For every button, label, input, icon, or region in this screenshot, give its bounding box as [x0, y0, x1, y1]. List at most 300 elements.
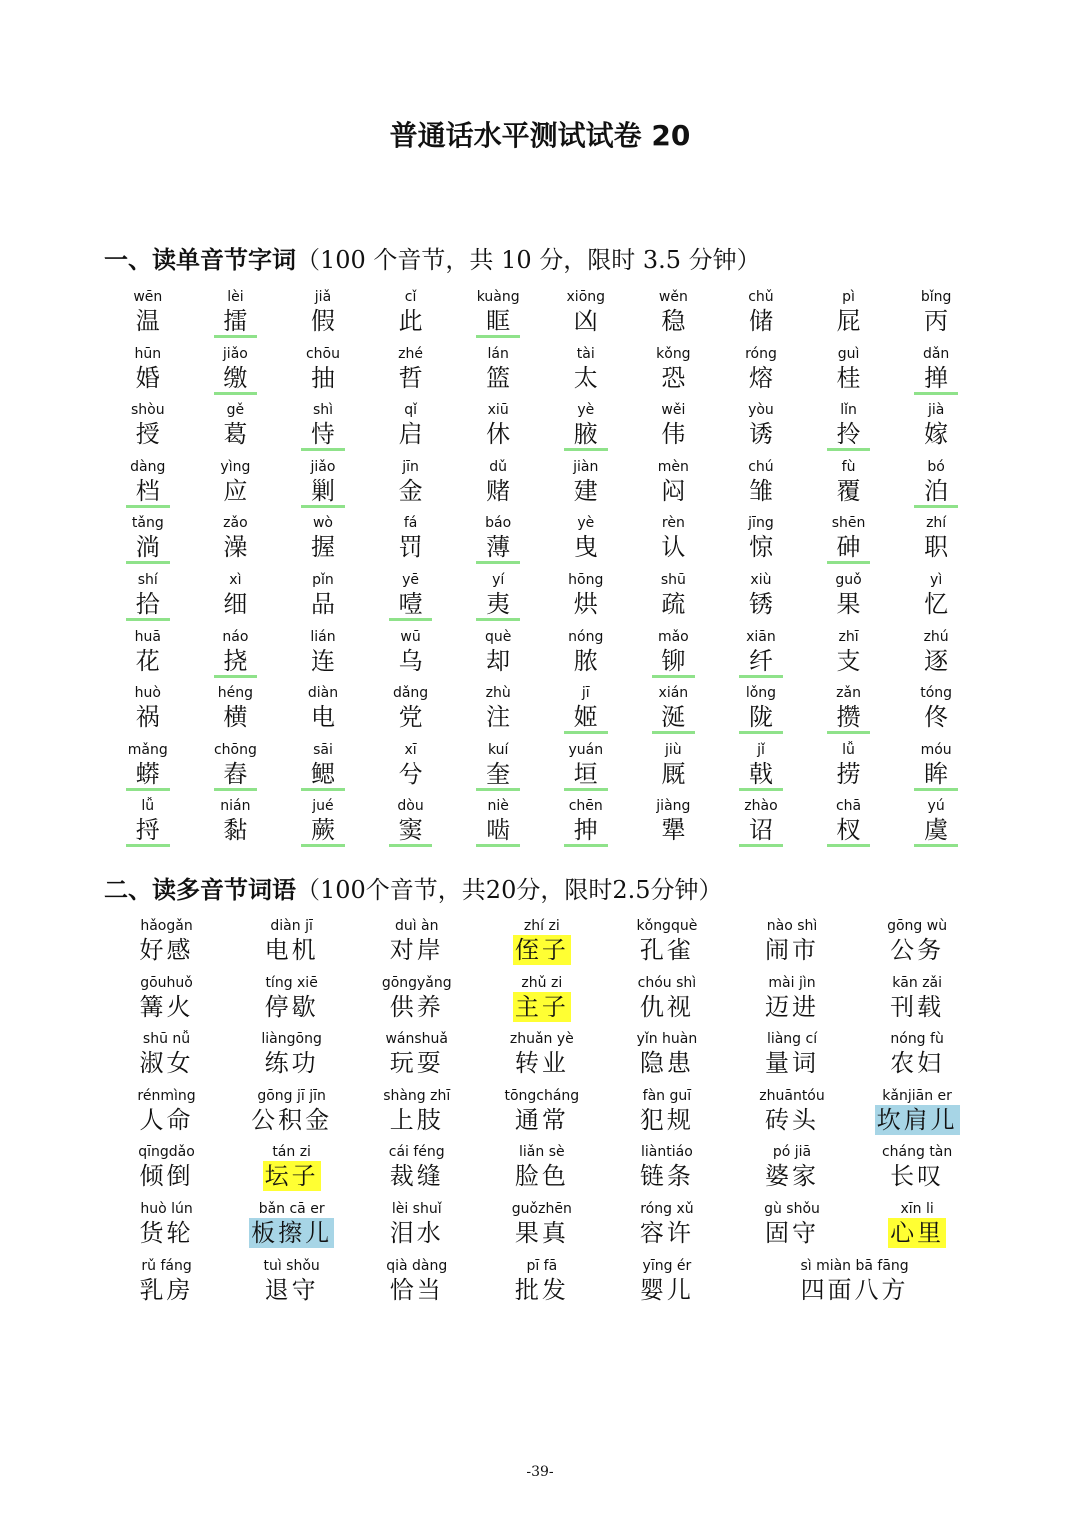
pinyin: zhí: [926, 515, 947, 532]
hanzi: 锈: [748, 589, 773, 618]
pinyin: dàng: [130, 458, 166, 475]
word: 篝火: [139, 992, 194, 1021]
pinyin: kǒngquè: [636, 918, 698, 934]
pinyin: kān zǎi: [892, 974, 943, 991]
hanzi: 恐: [661, 363, 686, 392]
highlighted-word: 侄子: [514, 936, 569, 964]
pinyin: guì: [837, 345, 860, 362]
word-item: [604, 1087, 729, 1144]
syllable-item: [104, 571, 192, 628]
pinyin: shū: [660, 571, 686, 588]
word: 迈进: [765, 992, 820, 1021]
word: 砖头: [765, 1105, 820, 1134]
section1-heading: [104, 240, 761, 275]
word: 退守: [264, 1275, 319, 1304]
syllable-item: [454, 628, 542, 685]
hanzi: 祸: [135, 703, 160, 732]
word-item: [729, 1087, 854, 1144]
word: 停歇: [264, 992, 319, 1021]
word-item: [604, 1143, 729, 1200]
underline-mark: [301, 505, 345, 508]
word-item: [855, 1200, 980, 1257]
pinyin: jiǎo: [310, 458, 336, 475]
underline-mark: [827, 448, 871, 451]
pinyin: pǐn: [312, 571, 334, 588]
word: 闹市: [765, 936, 820, 964]
word-item: [729, 1030, 854, 1087]
word-item: [604, 917, 729, 974]
syllable-item: [279, 741, 367, 798]
syllable-item: [805, 401, 893, 458]
syllable-item: [542, 288, 630, 345]
hanzi: 戟: [748, 759, 773, 788]
hanzi: 却: [486, 646, 511, 675]
hanzi: 佟: [924, 703, 949, 732]
underline-mark: [389, 844, 433, 847]
syllable-item: [630, 514, 718, 571]
pinyin: jīn: [402, 458, 419, 475]
pinyin: cháng tàn: [881, 1144, 953, 1161]
word: 批发: [514, 1275, 569, 1304]
pinyin: qià dàng: [386, 1257, 448, 1274]
hanzi: 铆: [661, 646, 686, 675]
hanzi: 攒: [836, 703, 861, 732]
word-item: [604, 1030, 729, 1087]
pinyin: gōng wù: [887, 918, 948, 934]
pinyin: jué: [312, 798, 334, 815]
syllable-item: [104, 345, 192, 402]
pinyin: diàn: [307, 685, 339, 702]
syllable-item: [454, 288, 542, 345]
word-item: [229, 917, 354, 974]
syllable-item: [717, 514, 805, 571]
hanzi: 连: [310, 646, 335, 675]
underline-mark: [652, 675, 696, 678]
pinyin: wěn: [658, 289, 688, 305]
syllable-item: [630, 401, 718, 458]
pinyin: xīn li: [900, 1200, 934, 1217]
hanzi: 眸: [924, 759, 949, 788]
word: 玩耍: [389, 1049, 444, 1078]
hanzi: 花: [135, 646, 160, 675]
syllable-item: [192, 345, 280, 402]
hanzi: 虞: [924, 816, 949, 845]
syllable-item: [805, 628, 893, 685]
pinyin: nào shì: [766, 918, 818, 934]
word-item: [104, 1030, 229, 1087]
underline-mark: [214, 675, 258, 678]
pinyin: jiù: [665, 741, 682, 758]
pinyin: mǎo: [657, 628, 689, 645]
pinyin: huā: [134, 628, 161, 645]
word-item: [354, 1200, 479, 1257]
pinyin: sì miàn bā fāng: [800, 1257, 909, 1274]
syllable-item: [279, 571, 367, 628]
pinyin: zhǔ zi: [521, 974, 563, 991]
hanzi: 忆: [924, 589, 949, 618]
word-item: [855, 1030, 980, 1087]
pinyin: lán: [487, 345, 509, 362]
hanzi: 党: [398, 703, 423, 732]
hanzi: 澡: [223, 533, 248, 562]
word-item: [479, 1200, 604, 1257]
underline-mark: [476, 844, 520, 847]
pinyin: zǎn: [836, 685, 861, 702]
syllable-item: [454, 684, 542, 741]
hanzi: 缴: [223, 363, 248, 392]
underline-mark: [126, 561, 170, 564]
word-item: [229, 1030, 354, 1087]
word: 婆家: [765, 1162, 820, 1191]
syllable-item: [192, 797, 280, 854]
word-item: [729, 1143, 854, 1200]
syllable-item: [454, 797, 542, 854]
underline-mark: [564, 731, 608, 734]
pinyin: shàng zhī: [383, 1087, 451, 1104]
syllable-item: [192, 458, 280, 515]
pinyin: róng xǔ: [640, 1200, 694, 1217]
word-item: [229, 1143, 354, 1200]
syllable-item: [104, 741, 192, 798]
syllable-item: [192, 741, 280, 798]
pinyin: jǐ: [757, 741, 765, 758]
word: 人命: [139, 1105, 194, 1134]
hanzi: 档: [135, 476, 160, 505]
syllable-item: [630, 684, 718, 741]
pinyin: yīng ér: [642, 1257, 692, 1274]
highlighted-word: 主子: [514, 992, 569, 1021]
pinyin: jī: [581, 685, 590, 702]
hanzi: 闷: [661, 476, 686, 505]
hanzi: 雏: [748, 476, 773, 505]
pinyin: gě: [226, 402, 245, 419]
underline-mark: [914, 392, 958, 395]
word: 裁缝: [389, 1162, 444, 1191]
pinyin: chóu shì: [637, 974, 697, 991]
word: 公务: [890, 936, 945, 964]
pinyin: yìng: [220, 458, 251, 475]
syllable-item: [454, 401, 542, 458]
hanzi: 奎: [486, 759, 511, 788]
syllable-item: [279, 401, 367, 458]
syllable-item: [454, 514, 542, 571]
multi-syllable-grid: [104, 917, 980, 1313]
hanzi: 凶: [573, 307, 598, 335]
pinyin: yǐn huàn: [636, 1031, 698, 1048]
pinyin: qǐ: [404, 402, 417, 419]
syllable-item: [542, 741, 630, 798]
word: 四面八方: [800, 1275, 909, 1304]
word: 农妇: [890, 1049, 945, 1078]
pinyin: xiōng: [566, 289, 606, 305]
hanzi: 窦: [398, 816, 423, 845]
syllable-item: [892, 797, 980, 854]
hanzi: 犟: [661, 816, 686, 845]
underline-mark: [214, 788, 258, 791]
pinyin: tōngcháng: [504, 1087, 580, 1104]
pinyin: xiū: [487, 402, 509, 419]
syllable-item: [805, 571, 893, 628]
hanzi: 舂: [223, 759, 248, 788]
syllable-item: [892, 401, 980, 458]
pinyin: zhào: [744, 798, 778, 815]
syllable-item: [367, 571, 455, 628]
pinyin: nóng fù: [890, 1031, 944, 1048]
pinyin: rèn: [661, 515, 685, 532]
word-item: [855, 974, 980, 1031]
pinyin: què: [484, 628, 512, 645]
hanzi: 桂: [836, 363, 861, 392]
syllable-item: [279, 458, 367, 515]
syllable-item: [104, 458, 192, 515]
pinyin: kǒng: [656, 345, 691, 362]
hanzi: 伟: [661, 420, 686, 449]
hanzi: 垣: [573, 759, 598, 788]
underline-mark: [914, 844, 958, 847]
word-item: [354, 1257, 479, 1314]
word: 刊载: [890, 992, 945, 1021]
word: 容许: [639, 1218, 694, 1247]
hanzi: 果: [836, 589, 861, 618]
hanzi: 诏: [748, 816, 773, 845]
hanzi: 烘: [573, 589, 598, 618]
pinyin: zhuāntóu: [759, 1087, 825, 1104]
syllable-item: [717, 684, 805, 741]
syllable-item: [367, 797, 455, 854]
hanzi: 曳: [573, 533, 598, 562]
word-item: [229, 1087, 354, 1144]
syllable-item: [104, 628, 192, 685]
underline-mark: [564, 788, 608, 791]
pinyin: kuàng: [476, 289, 520, 305]
hanzi: 淌: [135, 533, 160, 562]
word-item: [479, 1143, 604, 1200]
pinyin: lǚ: [141, 798, 155, 815]
hanzi: 鳃: [310, 759, 335, 788]
pinyin: jiàng: [656, 798, 691, 815]
syllable-item: [279, 288, 367, 345]
underline-mark: [476, 335, 520, 338]
hanzi: 授: [135, 420, 160, 449]
underline-mark: [652, 731, 696, 734]
hanzi: 赌: [486, 476, 511, 505]
highlighted-word: 板擦儿: [251, 1218, 333, 1247]
pinyin: zǎo: [223, 515, 248, 532]
word-item: [104, 1200, 229, 1257]
syllable-item: [192, 684, 280, 741]
word: 淑女: [139, 1049, 194, 1078]
hanzi: 诱: [748, 420, 773, 449]
pinyin: kuí: [487, 741, 509, 758]
syllable-item: [279, 345, 367, 402]
hanzi: 捋: [135, 816, 160, 845]
hanzi: 横: [223, 703, 248, 732]
pinyin: tán zi: [272, 1144, 311, 1161]
pinyin: zhú: [923, 628, 949, 645]
word-item: [229, 1257, 354, 1314]
hanzi: 应: [223, 476, 248, 505]
underline-mark: [476, 788, 520, 791]
pinyin: yú: [927, 798, 945, 815]
word-item: [729, 1200, 854, 1257]
pinyin: duì àn: [394, 918, 439, 934]
word-item: [229, 1200, 354, 1257]
hanzi: 抽: [310, 363, 335, 392]
pinyin: bǐng: [920, 289, 952, 305]
hanzi: 婚: [135, 363, 160, 392]
word: 仇视: [639, 992, 694, 1021]
word: 货轮: [139, 1218, 194, 1247]
pinyin: nóng: [568, 628, 604, 645]
pinyin: liàng cí: [766, 1031, 818, 1048]
highlighted-word: 心里: [890, 1218, 945, 1247]
hanzi: 太: [573, 363, 598, 392]
underline-mark: [739, 844, 783, 847]
pinyin: jiàn: [573, 458, 599, 475]
hanzi: 挠: [223, 646, 248, 675]
underline-mark: [564, 844, 608, 847]
pinyin: dǎn: [922, 345, 950, 362]
syllable-item: [454, 345, 542, 402]
section1-note: （100 个音节，共 10 分，限时 3.5 分钟）: [296, 246, 761, 274]
syllable-item: [542, 684, 630, 741]
word: 转业: [514, 1049, 569, 1078]
syllable-item: [630, 741, 718, 798]
pinyin: zhuǎn yè: [509, 1031, 574, 1048]
underline-mark: [126, 788, 170, 791]
hanzi: 电: [310, 703, 335, 732]
syllable-item: [367, 401, 455, 458]
word-item: [604, 974, 729, 1031]
word-item: [354, 917, 479, 974]
hanzi: 逐: [924, 646, 949, 675]
syllable-item: [892, 345, 980, 402]
pinyin: wēn: [133, 289, 163, 305]
hanzi: 恃: [310, 420, 335, 449]
hanzi: 罚: [398, 533, 423, 562]
underline-mark: [914, 505, 958, 508]
pinyin: chōng: [213, 741, 257, 758]
word: 果真: [514, 1218, 569, 1247]
hanzi: 蕨: [310, 816, 335, 845]
hanzi: 腋: [573, 420, 598, 449]
word: 长叹: [890, 1162, 945, 1191]
word: 倾倒: [139, 1162, 194, 1191]
pinyin: chēn: [568, 798, 603, 815]
underline-mark: [126, 505, 170, 508]
word-item: [729, 974, 854, 1031]
hanzi: 覆: [836, 476, 861, 505]
syllable-item: [630, 797, 718, 854]
word-item: [479, 917, 604, 974]
underline-mark: [739, 731, 783, 734]
underline-mark: [739, 675, 783, 678]
syllable-item: [630, 345, 718, 402]
pinyin: wánshuǎ: [385, 1031, 448, 1048]
word-item: [104, 1257, 229, 1314]
pinyin: bó: [927, 458, 945, 475]
hanzi: 陇: [748, 703, 773, 732]
hanzi: 蟒: [135, 759, 160, 788]
underline-mark: [301, 844, 345, 847]
word: 乳房: [139, 1275, 194, 1304]
pinyin: xiān: [746, 628, 776, 645]
word-item: [604, 1257, 729, 1314]
pinyin: huò lún: [140, 1200, 193, 1217]
word: 电机: [264, 936, 319, 964]
word-item: [104, 1087, 229, 1144]
hanzi: 厩: [661, 759, 686, 788]
syllable-item: [104, 684, 192, 741]
underline-mark: [301, 788, 345, 791]
hanzi: 砷: [836, 533, 861, 562]
syllable-item: [192, 571, 280, 628]
hanzi: 拎: [836, 420, 861, 449]
word-item: [729, 917, 854, 974]
syllable-item: [717, 458, 805, 515]
hanzi: 支: [836, 646, 861, 675]
hanzi: 职: [924, 533, 949, 562]
syllable-item: [367, 345, 455, 402]
pinyin: zhī: [838, 628, 859, 645]
pinyin: chú: [748, 458, 774, 475]
syllable-item: [892, 571, 980, 628]
word-item: [479, 974, 604, 1031]
syllable-item: [104, 514, 192, 571]
hanzi: 眶: [486, 307, 511, 335]
underline-mark: [739, 788, 783, 791]
section2-heading: [104, 870, 723, 905]
word-item: [855, 1087, 980, 1144]
syllable-item: [717, 401, 805, 458]
syllable-item: [542, 458, 630, 515]
pinyin: diàn jī: [270, 918, 313, 934]
pinyin: wò: [312, 515, 333, 532]
pinyin: pī fā: [526, 1257, 558, 1274]
pinyin: tuì shǒu: [263, 1257, 320, 1274]
underline-mark: [827, 731, 871, 734]
word: 脸色: [514, 1162, 569, 1191]
syllable-item: [717, 345, 805, 402]
pinyin: guǒ: [835, 571, 862, 588]
underline-mark: [914, 788, 958, 791]
pinyin: lèi shuǐ: [391, 1200, 442, 1217]
word-item: [229, 974, 354, 1031]
syllable-item: [454, 741, 542, 798]
word-item: [855, 1143, 980, 1200]
hanzi: 休: [486, 420, 511, 449]
syllable-item: [892, 288, 980, 345]
pinyin: wěi: [661, 402, 686, 419]
syllable-item: [279, 628, 367, 685]
underline-mark: [476, 561, 520, 564]
pinyin: xī: [404, 741, 417, 758]
word-item: [479, 1257, 604, 1314]
syllable-item: [542, 514, 630, 571]
hanzi: 稳: [661, 307, 686, 335]
hanzi: 噎: [398, 589, 423, 618]
underline-mark: [301, 448, 345, 451]
syllable-item: [454, 458, 542, 515]
pinyin: lǐn: [840, 402, 857, 419]
hanzi: 握: [310, 533, 335, 562]
word: 孔雀: [639, 936, 694, 964]
syllable-item: [104, 797, 192, 854]
syllable-item: [892, 458, 980, 515]
pinyin: cái féng: [388, 1144, 445, 1161]
pinyin: dǔ: [489, 458, 508, 475]
syllable-item: [717, 628, 805, 685]
